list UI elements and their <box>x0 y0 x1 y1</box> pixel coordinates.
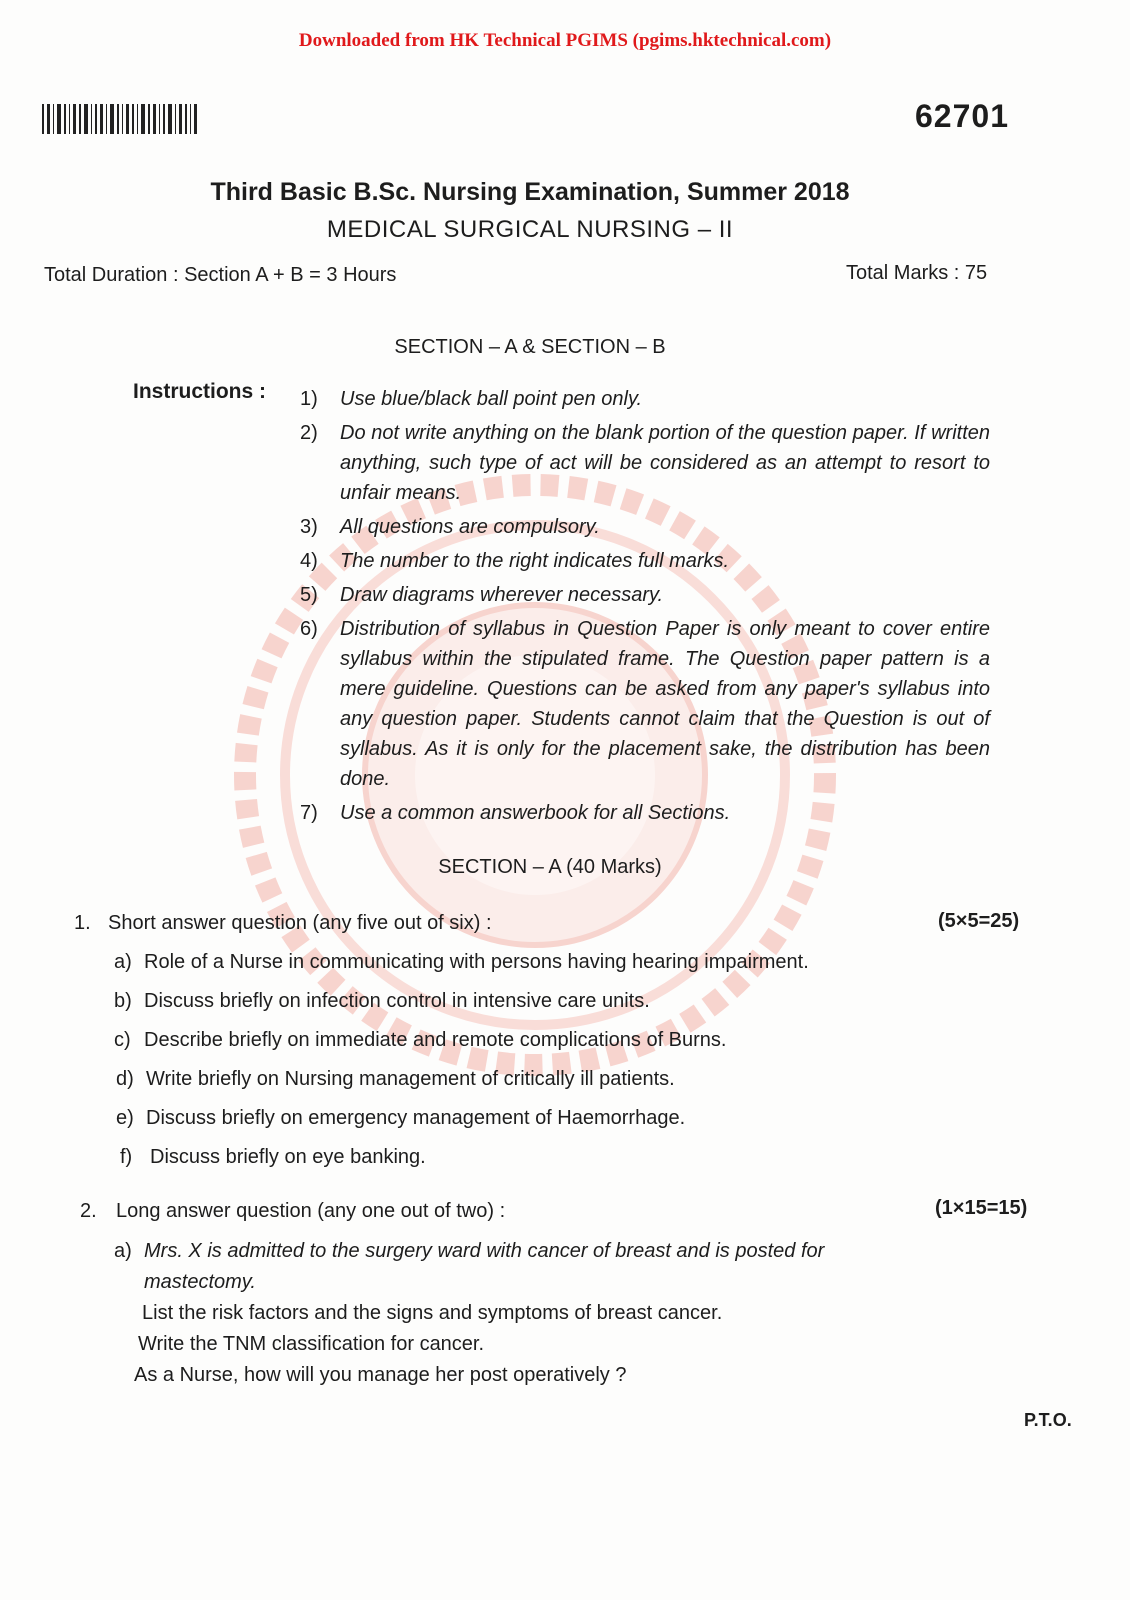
instruction-item: 6) Distribution of syllabus in Question Paper is only meant to cover entire syllabus within the stipulated frame. The Question paper pattern is a mere guideline. Questions can be asked from any paper's syllabus into any question paper. Students cannot claim that the Question is out of syllabus. As it is only for the placement sake, the distribution has been done. <box>300 618 990 790</box>
paper-code: 62701 <box>915 98 1009 134</box>
question-1e: e) Discuss briefly on emergency management of Haemorrhage. <box>116 1107 686 1129</box>
question-1b: b) Discuss briefly on infection control in intensive care units. <box>114 990 650 1012</box>
instruction-item: 5) Draw diagrams wherever necessary. <box>300 584 664 606</box>
instruction-item: 1) Use blue/black ball point pen only. <box>300 388 643 410</box>
instruction-item: 2) Do not write anything on the blank portion of the question paper. If written anything, such type of act will be considered as an attempt to resort to unfair means. <box>300 422 990 504</box>
instruction-item: 3) All questions are compulsory. <box>300 516 600 538</box>
barcode-icon <box>42 104 202 134</box>
question-1-number: 1. <box>74 912 91 934</box>
question-1f: f) Discuss briefly on eye banking. <box>120 1146 426 1168</box>
instructions-label: Instructions : <box>133 380 267 403</box>
question-1a: a) Role of a Nurse in communicating with persons having hearing impairment. <box>114 951 809 973</box>
download-source-note: Downloaded from HK Technical PGIMS (pgims.hktechnical.com) <box>298 30 832 51</box>
total-marks: Total Marks : 75 <box>846 262 988 284</box>
question-2-text: Long answer question (any one out of two) : <box>116 1200 506 1222</box>
page-turn-over: P.T.O. <box>1024 1410 1072 1430</box>
instruction-item: 4) The number to the right indicates full marks. <box>300 550 730 572</box>
instruction-item: 7) Use a common answerbook for all Sections. <box>300 802 731 824</box>
sections-heading: SECTION – A & SECTION – B <box>394 336 666 358</box>
question-1-marks: (5×5=25) <box>938 910 1020 932</box>
question-2-number: 2. <box>80 1200 97 1222</box>
instructions-list <box>300 384 990 832</box>
question-1c: c) Describe briefly on immediate and remote complications of Burns. <box>114 1029 727 1051</box>
subject-title: MEDICAL SURGICAL NURSING – II <box>326 216 734 243</box>
question-2a: a) Mrs. X is admitted to the surgery ward with cancer of breast and is posted for mastectomy. List the risk factors and the signs and symptoms of breast cancer. Write the TNM classification for cancer. As a Nurse, how will you manage her post operatively ? <box>114 1240 825 1386</box>
question-2-marks: (1×15=15) <box>935 1197 1028 1219</box>
total-duration: Total Duration : Section A + B = 3 Hours <box>44 264 397 286</box>
section-a-heading: SECTION – A (40 Marks) <box>438 856 662 878</box>
question-1-text: Short answer question (any five out of six) : <box>108 912 492 934</box>
question-1d: d) Write briefly on Nursing management of critically ill patients. <box>116 1068 675 1090</box>
exam-title: Third Basic B.Sc. Nursing Examination, Summer 2018 <box>210 178 850 206</box>
